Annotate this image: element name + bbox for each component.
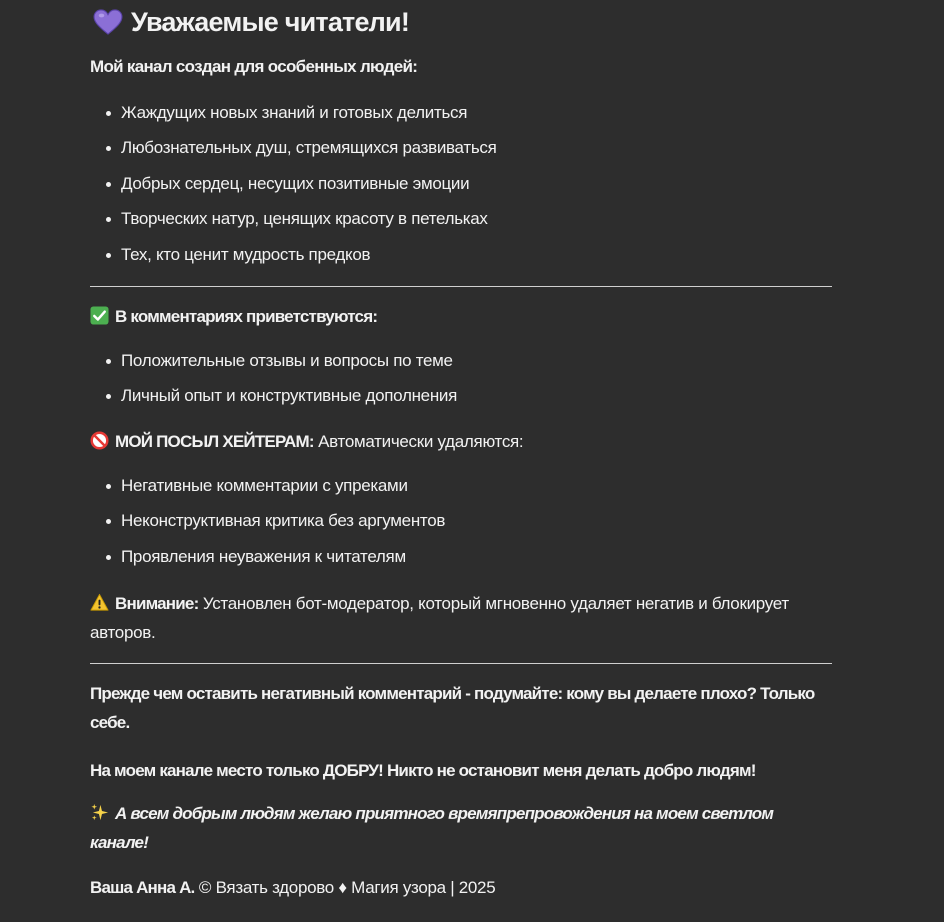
divider (90, 663, 832, 664)
list-item: Добрых сердец, несущих позитивные эмоции (90, 166, 497, 201)
haters-text: Автоматически удаляются: (318, 432, 524, 451)
kindness-paragraph: На моем канале место только ДОБРУ! Никто не остановит меня делать добро людям! (90, 761, 756, 780)
post-title-text: Уважаемые читатели! (131, 6, 410, 37)
list-item: Проявления неуважения к читателям (90, 539, 445, 574)
divider (90, 286, 832, 287)
intro-text: Мой канал создан для особенных людей: (90, 57, 418, 76)
signature-author: Ваша Анна А. (90, 878, 195, 897)
list-item: Личный опыт и конструктивные дополнения (90, 378, 457, 413)
removed-list (90, 468, 445, 574)
think-paragraph: Прежде чем оставить негативный комментарий - подумайте: кому вы делаете плохо? Только себе. (90, 684, 815, 732)
welcome-heading (90, 306, 832, 327)
list-item: Неконструктивная критика без аргументов (90, 503, 445, 538)
warning-icon (90, 593, 109, 612)
warning-paragraph (90, 589, 832, 647)
signature-rest: © Вязать здорово ♦ Магия узора | 2025 (198, 878, 496, 897)
list-item: Тех, кто ценит мудрость предков (90, 237, 497, 272)
sparkles-icon (90, 803, 109, 822)
haters-label: МОЙ ПОСЫЛ ХЕЙТЕРАМ: (115, 432, 314, 451)
signature (90, 878, 832, 898)
warning-text: Установлен бот-модератор, который мгновенно удаляет негатив и блокирует авторов. (90, 594, 789, 642)
post-body (90, 0, 832, 897)
list-item: Положительные отзывы и вопросы по теме (90, 343, 457, 378)
welcome-heading-text: В комментариях приветствуются: (115, 307, 378, 326)
audience-list (90, 95, 497, 272)
list-item: Жаждущих новых знаний и готовых делиться (90, 95, 497, 130)
list-item: Творческих натур, ценящих красоту в петельках (90, 201, 497, 236)
welcome-list (90, 343, 457, 414)
list-item: Негативные комментарии с упреками (90, 468, 445, 503)
warning-label: Внимание: (115, 594, 199, 613)
haters-line (90, 431, 832, 452)
prohibited-icon (90, 431, 109, 450)
check-mark-icon (90, 306, 109, 325)
list-item: Любознательных душ, стремящихся развиваться (90, 130, 497, 165)
wish-paragraph (90, 799, 832, 857)
post-title (90, 0, 832, 44)
purple-heart-icon (93, 9, 123, 35)
wish-text: А всем добрым людям желаю приятного времяпрепровождения на моем светлом канале! (90, 804, 774, 852)
